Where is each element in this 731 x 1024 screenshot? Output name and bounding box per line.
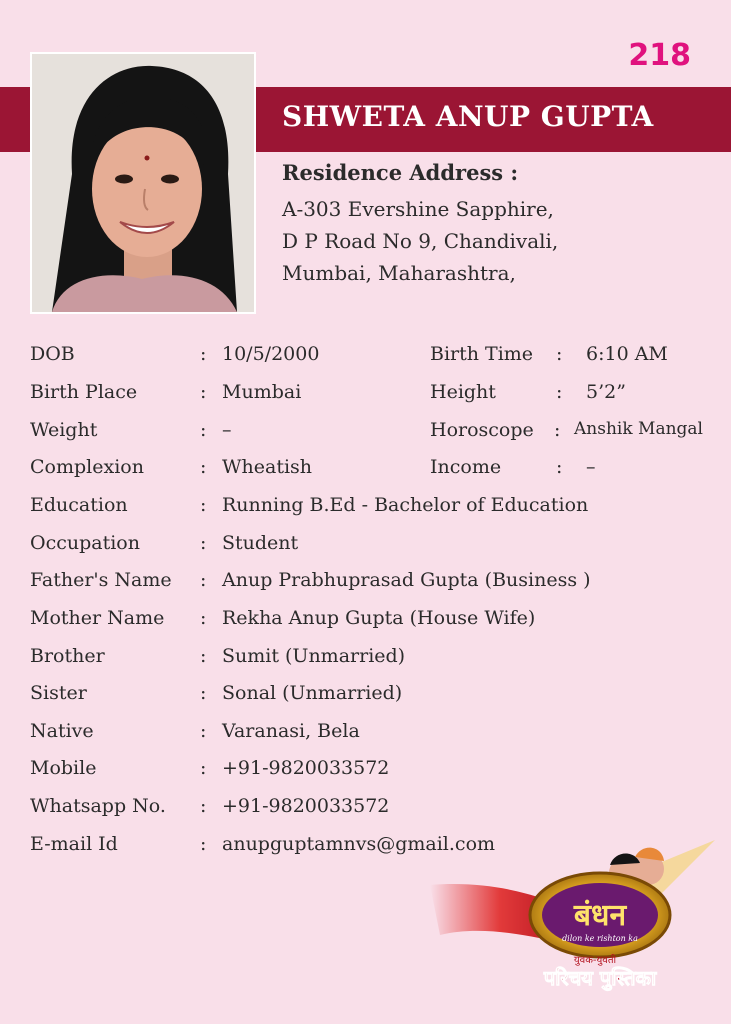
- colon: :: [200, 833, 207, 855]
- detail-row-whatsapp: [0, 795, 731, 825]
- horoscope-label: Horoscope: [430, 419, 534, 441]
- colon: :: [200, 569, 207, 591]
- detail-row-complexion: [0, 456, 731, 486]
- profile-name: SHWETA ANUP GUPTA: [282, 100, 654, 133]
- detail-row-birth-place: [0, 381, 731, 411]
- detail-row-weight: [0, 419, 731, 449]
- mother-value: Rekha Anup Gupta (House Wife): [222, 607, 536, 629]
- sister-label: Sister: [30, 682, 87, 704]
- dob-label: DOB: [30, 343, 75, 365]
- dob-value: 10/5/2000: [222, 343, 320, 365]
- income-label: Income: [430, 456, 502, 478]
- colon: :: [200, 456, 207, 478]
- mobile-label: Mobile: [30, 757, 97, 779]
- income-value: –: [586, 456, 596, 478]
- detail-row-mobile: [0, 757, 731, 787]
- colon: :: [556, 343, 563, 365]
- native-value: Varanasi, Bela: [222, 720, 360, 742]
- colon: :: [200, 381, 207, 403]
- logo-subtitle-top: युवक-युवती: [573, 955, 617, 966]
- height-value: 5’2”: [586, 381, 626, 403]
- detail-row-brother: [0, 645, 731, 675]
- profile-photo: [30, 52, 256, 314]
- native-label: Native: [30, 720, 94, 742]
- colon: :: [200, 419, 207, 441]
- birth-place-label: Birth Place: [30, 381, 138, 403]
- colon: :: [200, 532, 207, 554]
- education-value: Running B.Ed - Bachelor of Education: [222, 494, 589, 516]
- education-label: Education: [30, 494, 128, 516]
- detail-row-dob: [0, 343, 731, 373]
- mother-label: Mother Name: [30, 607, 165, 629]
- birth-place-value: Mumbai: [222, 381, 302, 403]
- brother-value: Sumit (Unmarried): [222, 645, 406, 667]
- whatsapp-value: +91-9820033572: [222, 795, 390, 817]
- colon: :: [200, 757, 207, 779]
- logo-emblem: [430, 835, 720, 1005]
- occupation-label: Occupation: [30, 532, 140, 554]
- complexion-label: Complexion: [30, 456, 144, 478]
- page-number: 218: [628, 38, 691, 73]
- complexion-value: Wheatish: [222, 456, 313, 478]
- colon: :: [200, 720, 207, 742]
- address-line-1: A-303 Evershine Sapphire,: [282, 197, 554, 221]
- colon: :: [554, 419, 561, 441]
- bandhan-logo: [430, 835, 720, 1005]
- weight-label: Weight: [30, 419, 98, 441]
- logo-title: बंधन: [573, 898, 627, 933]
- email-label: E-mail Id: [30, 833, 118, 855]
- detail-row-occupation: [0, 532, 731, 562]
- address-line-2: D P Road No 9, Chandivali,: [282, 229, 559, 253]
- colon: :: [200, 795, 207, 817]
- detail-row-father: [0, 569, 731, 599]
- colon: :: [200, 494, 207, 516]
- email-value: anupguptamnvs@gmail.com: [222, 833, 496, 855]
- address-line-3: Mumbai, Maharashtra,: [282, 261, 516, 285]
- colon: :: [556, 456, 563, 478]
- colon: :: [200, 343, 207, 365]
- father-value: Anup Prabhuprasad Gupta (Business ): [222, 569, 591, 591]
- occupation-value: Student: [222, 532, 299, 554]
- birth-time-value: 6:10 AM: [586, 343, 668, 365]
- height-label: Height: [430, 381, 496, 403]
- colon: :: [200, 645, 207, 667]
- logo-subtitle: परिचय पुस्तिका: [543, 966, 657, 990]
- address-label: Residence Address :: [282, 160, 519, 185]
- horoscope-value: Anshik Mangal: [574, 419, 703, 439]
- logo-tagline: dilon ke rishton ka: [562, 934, 638, 943]
- portrait-image: [32, 54, 254, 312]
- weight-value: –: [222, 419, 232, 441]
- detail-row-sister: [0, 682, 731, 712]
- sister-value: Sonal (Unmarried): [222, 682, 403, 704]
- colon: :: [556, 381, 563, 403]
- detail-row-mother: [0, 607, 731, 637]
- whatsapp-label: Whatsapp No.: [30, 795, 166, 817]
- detail-row-education: [0, 494, 731, 524]
- colon: :: [200, 607, 207, 629]
- father-label: Father's Name: [30, 569, 172, 591]
- birth-time-label: Birth Time: [430, 343, 534, 365]
- mobile-value: +91-9820033572: [222, 757, 390, 779]
- colon: :: [200, 682, 207, 704]
- brother-label: Brother: [30, 645, 105, 667]
- detail-row-native: [0, 720, 731, 750]
